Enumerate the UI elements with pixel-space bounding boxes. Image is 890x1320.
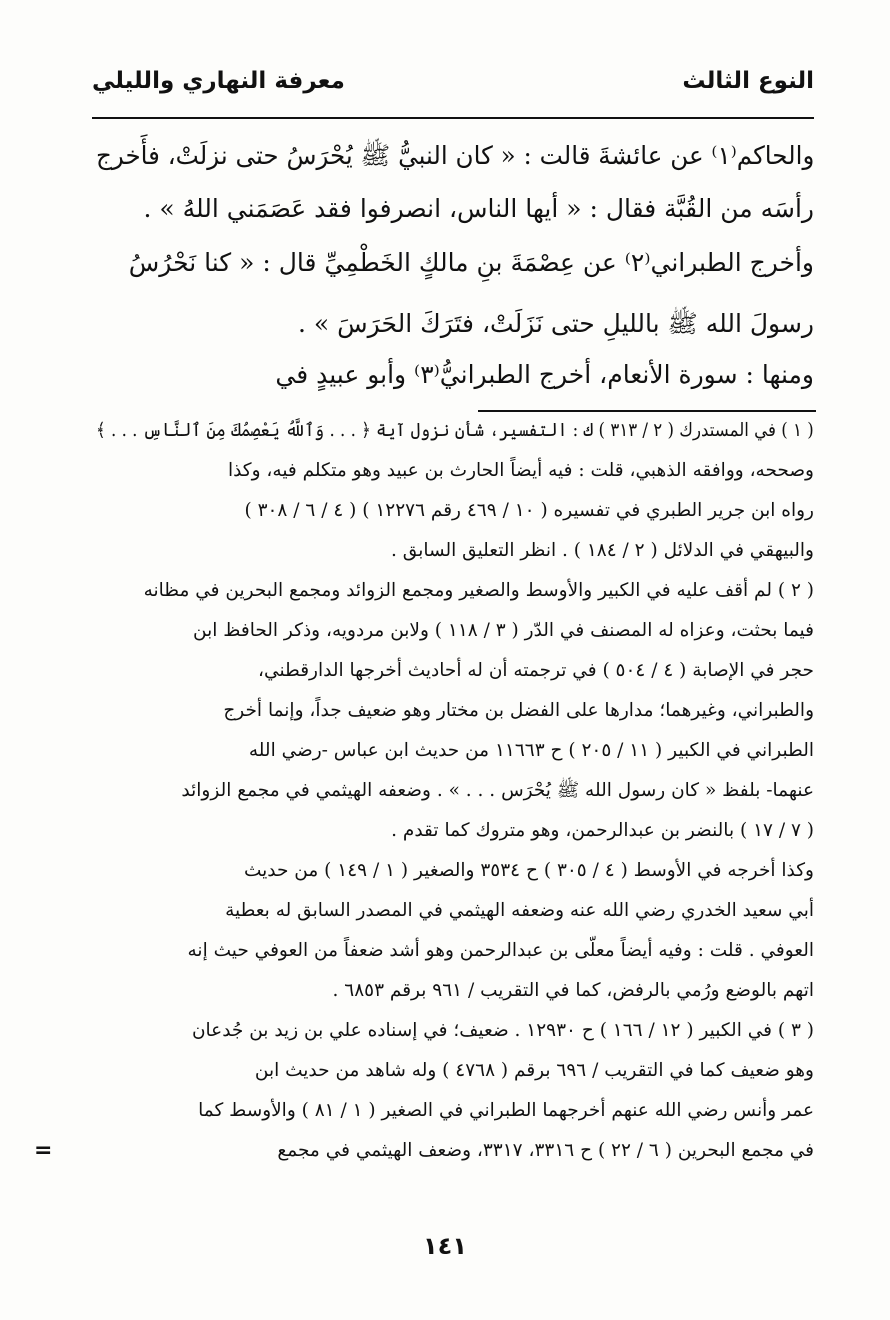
footnote-separator bbox=[478, 410, 816, 412]
running-header bbox=[92, 68, 814, 112]
body-line: والحاكم⁽١⁾ عن عائشةَ قالت : « كان النبيُّ ﷺ يُحْرَسُ حتى نزلَتْ، فأَخرج bbox=[95, 141, 814, 170]
footnote-line: أبي سعيد الخدري رضي الله عنه وضعفه الهيثمي في المصدر السابق له بعطية bbox=[225, 900, 814, 921]
footnote-line: وكذا أخرجه في الأوسط ( ٤ / ٣٠٥ ) ح ٣٥٣٤ والصغير ( ١ / ١٤٩ ) من حديث bbox=[243, 860, 814, 881]
footnote-line: العوفي . قلت : وفيه أيضاً معلّى بن عبدالرحمن وهو أشد ضعفاً من العوفي حيث إنه bbox=[187, 940, 814, 961]
footnote-line: ( ٣ ) في الكبير ( ١٢ / ١٦٦ ) ح ١٢٩٣٠ . ضعيف؛ في إسناده علي بن زيد بن جُدعان bbox=[191, 1020, 814, 1041]
footnote-line: وهو ضعيف كما في التقريب / ٦٩٦ برقم ( ٤٧٦٨ ) وله شاهد من حديث ابن bbox=[254, 1060, 814, 1081]
footnote-line: حجر في الإصابة ( ٤ / ٥٠٤ ) في ترجمته أن له أحاديث أخرجها الدارقطني، bbox=[258, 660, 814, 681]
page-number: ١٤١ bbox=[423, 1232, 467, 1260]
footnote-line: في مجمع البحرين ( ٦ / ٢٢ ) ح ٣٣١٦، ٣٣١٧، وضعف الهيثمي في مجمع bbox=[277, 1140, 814, 1161]
header-rule bbox=[92, 117, 814, 119]
footnote-line: ( ٧ / ١٧ ) بالنضر بن عبدالرحمن، وهو متروك كما تقدم . bbox=[391, 820, 814, 841]
footnote-line: عمر وأنس رضي الله عنهم أخرجهما الطبراني في الصغير ( ١ / ٨١ ) والأوسط كما bbox=[198, 1100, 814, 1121]
footnote-line: والبيهقي في الدلائل ( ٢ / ١٨٤ ) . انظر التعليق السابق . bbox=[391, 540, 814, 561]
footnote-line: اتهم بالوضع ورُمي بالرفض، كما في التقريب / ٩٦١ برقم ٦٨٥٣ . bbox=[332, 980, 814, 1001]
body-line: وأخرج الطبراني⁽٢⁾ عن عِصْمَةَ بنِ مالكٍ الخَطْمِيِّ قال : « كنا نَحْرُسُ bbox=[128, 248, 814, 277]
footnote-line: الطبراني في الكبير ( ١١ / ٢٠٥ ) ح ١١٦٦٣ من حديث ابن عباس -رضي الله bbox=[248, 740, 814, 761]
body-line: رسولَ الله ﷺ بالليلِ حتى نَزَلَتْ، فتَرَكَ الحَرَسَ » . bbox=[298, 309, 814, 338]
footnote-line: عنهما- بلفظ « كان رسول الله ﷺ يُحْرَس . . . » . وضعفه الهيثمي في مجمع الزوائد bbox=[181, 780, 814, 801]
continuation-mark: = bbox=[34, 1138, 53, 1163]
footnote-line: ( ١ ) في المستدرك ( ٢ / ٣١٣ ) ك : التفسير، شأن نزول آية ﴿ . . . وَٱللَّهُ يَعْصِمُكَ مِنَ ٱلنَّاسِ . . . ﴾ bbox=[96, 420, 814, 441]
body-line: ومنها : سورة الأنعام، أخرج الطبرانيُّ⁽٣⁾ وأبو عبيدٍ في bbox=[275, 360, 814, 389]
topic-title: معرفة النهاري والليلي bbox=[92, 68, 345, 94]
chapter-title: النوع الثالث bbox=[682, 68, 814, 94]
footnote-line: وصححه، ووافقه الذهبي، قلت : فيه أيضاً الحارث بن عبيد وهو متكلم فيه، وكذا bbox=[227, 460, 814, 481]
footnote-line: والطبراني، وغيرهما؛ مدارها على الفضل بن مختار وهو ضعيف جداً، وإنما أخرج bbox=[223, 700, 814, 721]
footnote-line: ( ٢ ) لم أقف عليه في الكبير والأوسط والصغير ومجمع الزوائد ومجمع البحرين في مظانه bbox=[143, 580, 814, 601]
body-line: رأسَه من القُبَّة فقال : « أيها الناس، انصرفوا فقد عَصَمَني اللهُ » . bbox=[143, 194, 814, 223]
footnote-line: فيما بحثت، وعزاه له المصنف في الدّر ( ٣ / ١١٨ ) ولابن مردويه، وذكر الحافظ ابن bbox=[193, 620, 814, 641]
footnote-line: رواه ابن جرير الطبري في تفسيره ( ١٠ / ٤٦٩ رقم ١٢٢٧٦ ) ( ٤ / ٦ / ٣٠٨ ) bbox=[244, 500, 814, 521]
